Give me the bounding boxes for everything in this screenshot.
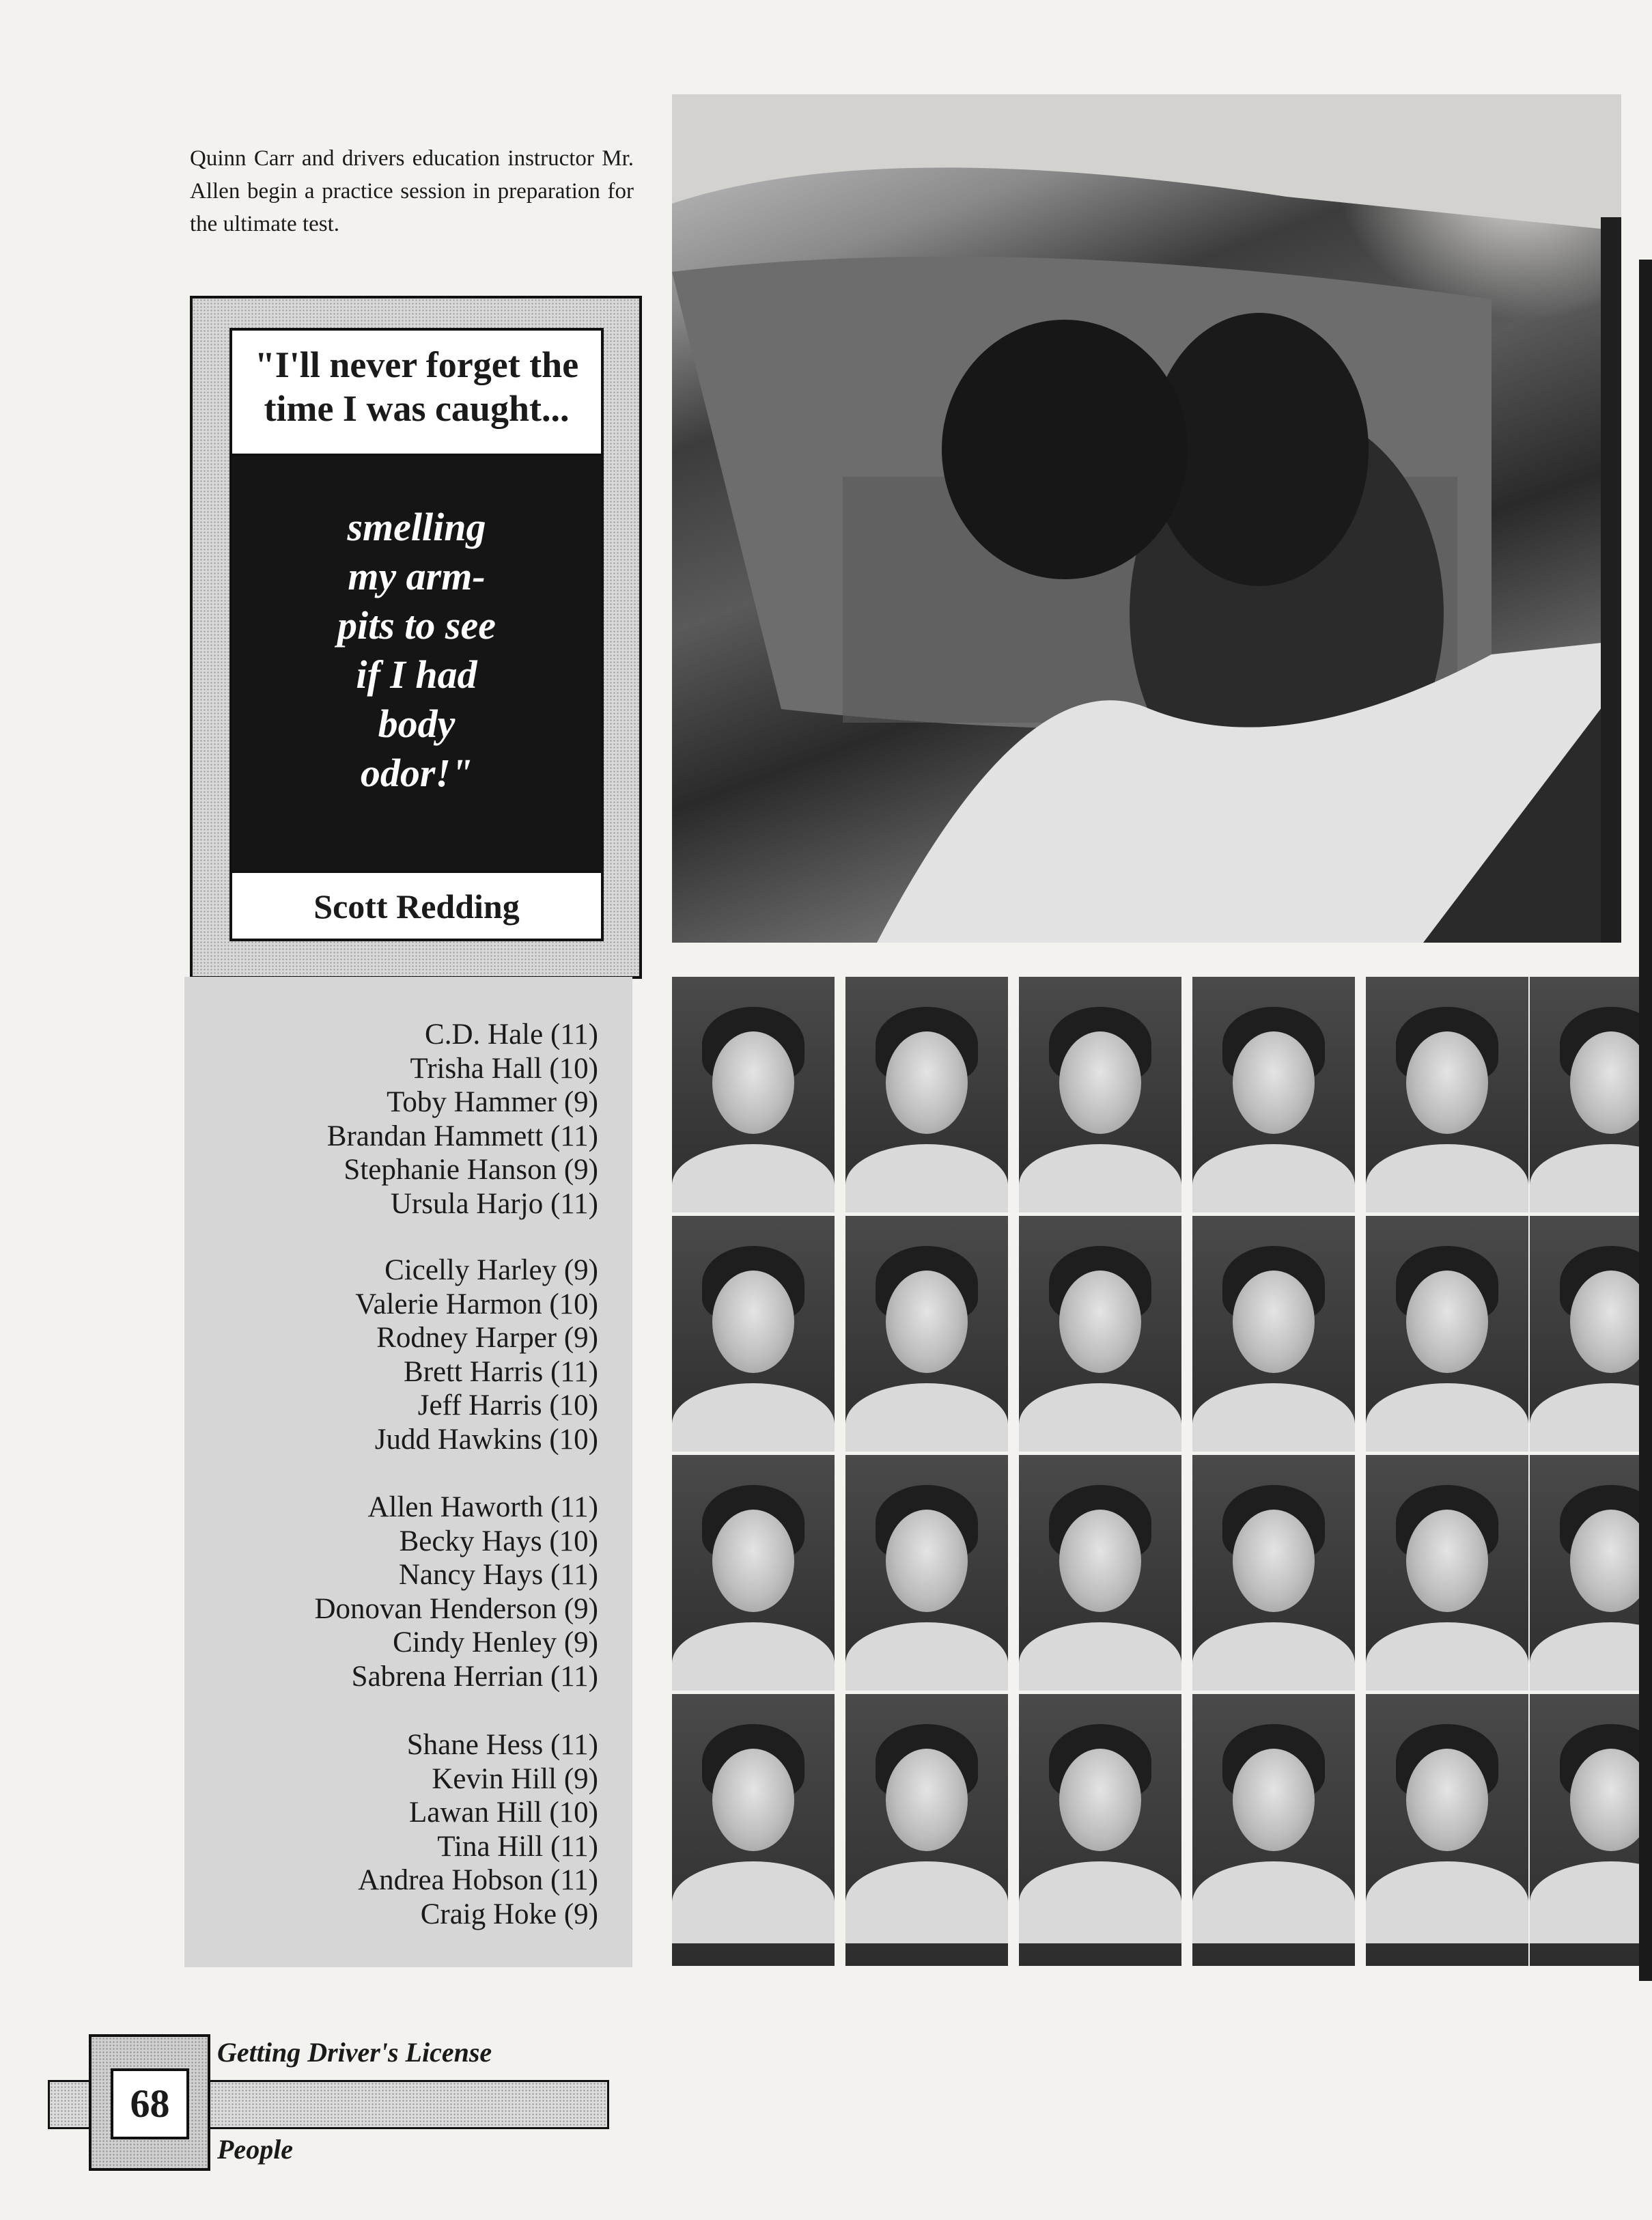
page-edge-bar xyxy=(1639,260,1652,1981)
student-portrait xyxy=(1019,977,1181,1212)
student-name: Ursula Harjo (11) xyxy=(390,1187,598,1220)
page-number: 68 xyxy=(111,2068,189,2139)
student-name: Trisha Hall (10) xyxy=(410,1052,598,1085)
student-portrait xyxy=(1019,1216,1181,1452)
name-group xyxy=(355,1253,598,1456)
student-name: Toby Hammer (9) xyxy=(387,1086,598,1118)
student-portrait xyxy=(672,1216,835,1452)
student-portrait xyxy=(1192,1216,1355,1452)
student-portrait xyxy=(1366,1694,1528,1966)
quote-line: body xyxy=(378,702,456,746)
quote-line: if I had xyxy=(356,652,477,697)
student-portrait xyxy=(672,1455,835,1691)
student-name: C.D. Hale (11) xyxy=(425,1018,598,1051)
student-name: Jeff Harris (10) xyxy=(417,1389,598,1421)
student-portrait xyxy=(1019,1694,1181,1966)
section-name: People xyxy=(217,2134,294,2165)
student-name: Andrea Hobson (11) xyxy=(358,1864,598,1896)
student-name: Cindy Henley (9) xyxy=(393,1626,598,1659)
student-name: Nancy Hays (11) xyxy=(398,1559,598,1591)
student-name: Judd Hawkins (10) xyxy=(374,1423,598,1456)
student-portrait xyxy=(1192,977,1355,1212)
student-name: Craig Hoke (9) xyxy=(420,1898,598,1930)
student-name: Valerie Harmon (10) xyxy=(355,1288,598,1320)
student-name: Cicelly Harley (9) xyxy=(384,1254,598,1286)
student-name: Donovan Henderson (9) xyxy=(314,1592,598,1625)
section-title: Getting Driver's License xyxy=(217,2037,492,2068)
student-name: Stephanie Hanson (9) xyxy=(344,1154,598,1186)
name-group xyxy=(314,1490,598,1693)
quote-line: pits to see xyxy=(337,603,496,648)
student-portrait xyxy=(1530,1455,1639,1691)
quote-line: my arm- xyxy=(348,554,486,598)
student-name: Allen Haworth (11) xyxy=(367,1491,598,1523)
quote-line: odor!" xyxy=(360,751,473,795)
student-name: Brandan Hammett (11) xyxy=(326,1120,598,1152)
student-portrait xyxy=(1019,1455,1181,1691)
student-portrait xyxy=(1530,1694,1639,1966)
main-photo xyxy=(672,94,1621,943)
quote-line: smelling xyxy=(347,505,486,549)
quote-headline: "I'll never forget the time I was caught... xyxy=(254,344,579,429)
student-portrait xyxy=(845,1216,1008,1452)
names-panel xyxy=(184,977,632,1967)
student-portrait xyxy=(1192,1455,1355,1691)
student-portrait xyxy=(672,977,835,1212)
student-portrait xyxy=(1192,1694,1355,1966)
student-name: Tina Hill (11) xyxy=(437,1830,598,1863)
car-scene-illustration xyxy=(672,94,1621,943)
student-portrait xyxy=(1366,1455,1528,1691)
student-name: Rodney Harper (9) xyxy=(376,1322,598,1354)
student-name: Sabrena Herrian (11) xyxy=(351,1660,598,1693)
quote-author: Scott Redding xyxy=(313,887,520,926)
student-name: Kevin Hill (9) xyxy=(432,1762,598,1795)
name-group xyxy=(327,1018,598,1221)
student-portrait xyxy=(1366,1216,1528,1452)
student-name: Lawan Hill (10) xyxy=(408,1796,598,1829)
student-portrait xyxy=(1530,977,1639,1212)
student-name: Shane Hess (11) xyxy=(406,1729,598,1761)
name-group xyxy=(358,1728,598,1931)
student-name: Becky Hays (10) xyxy=(399,1525,598,1557)
student-name: Brett Harris (11) xyxy=(404,1355,598,1388)
student-portrait xyxy=(845,977,1008,1212)
student-portrait xyxy=(845,1455,1008,1691)
quote-body xyxy=(232,454,601,873)
photo-caption: Quinn Carr and drivers education instructor Mr. Allen begin a practice session in preparation for the ultimate test. xyxy=(190,146,634,236)
student-portrait xyxy=(1366,977,1528,1212)
student-portrait xyxy=(1530,1216,1639,1452)
student-portrait xyxy=(672,1694,835,1966)
student-portrait xyxy=(845,1694,1008,1966)
